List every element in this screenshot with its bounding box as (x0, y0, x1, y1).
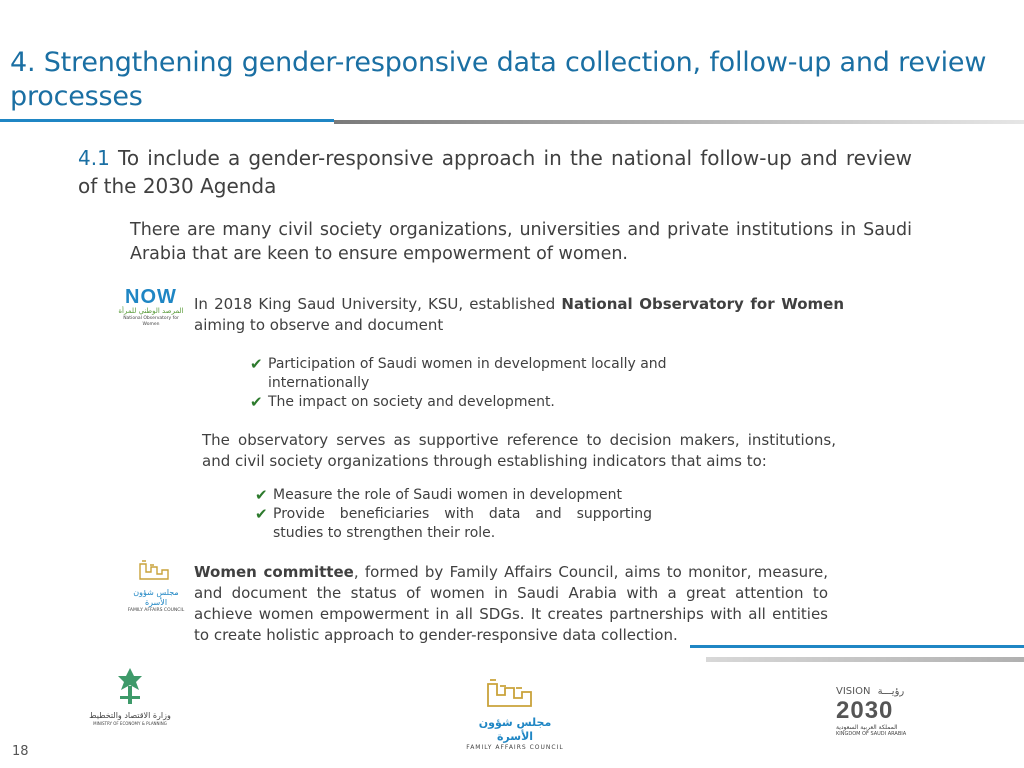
section-subtitle (78, 144, 912, 200)
observatory-name: National Observatory for Women (561, 295, 844, 313)
vision-kingdom-arabic: المملكة العربية السعودية (836, 724, 898, 731)
checkmark-icon: ✔ (250, 355, 263, 373)
family-affairs-council-emblem-icon (460, 676, 570, 712)
list-item-text: Measure the role of Saudi women in development (273, 487, 623, 503)
checkmark-icon: ✔ (250, 393, 263, 411)
ministry-arabic: وزارة الاقتصاد والتخطيط (89, 711, 171, 720)
fac-small-arabic: مجلس شؤون الأسرة (133, 588, 179, 607)
page-number: 18 (12, 744, 29, 759)
vision-2030-logo (836, 686, 926, 746)
vision-arabic: رؤيـــة (877, 686, 905, 697)
now-logo-arabic: المرصد الوطني للمرأة (118, 307, 184, 315)
checkmark-icon: ✔ (255, 486, 268, 504)
footer-accent-line (690, 645, 1024, 648)
family-affairs-council-logo (460, 676, 570, 751)
ministry-emblem-icon (80, 666, 180, 706)
committee-text: , formed by Family Affairs Council, aims to monitor, measure, and document the status of women in Saudi Arabia with a great attention to achieve women empowerment in all SDGs. It creates partnerships with all entities to create holistic approach to gender-responsive data collection. (194, 563, 828, 644)
list-item-text: Provide beneficiaries with data and supporting studies to strengthen their role. (273, 506, 652, 541)
committee-name: Women committee (194, 563, 354, 581)
list-item (255, 486, 652, 505)
family-affairs-council-emblem-icon (126, 558, 186, 584)
family-affairs-council-logo-small (126, 558, 186, 613)
vision-kingdom: KINGDOM OF SAUDI ARABIA (836, 731, 907, 737)
title-underline-grey (334, 120, 1024, 124)
ministry-english: MINISTRY OF ECONOMY & PLANNING (93, 721, 167, 726)
intro-paragraph: There are many civil society organizations, universities and private institutions in Saudi Arabia that are keen to ensure empowerment of women. (130, 220, 912, 264)
page-title: 4. Strengthening gender-responsive data collection, follow-up and review processes (10, 47, 987, 112)
ministry-logo (80, 666, 180, 736)
fac-small-english: FAMILY AFFAIRS COUNCIL (127, 608, 185, 613)
vision-label: VISION (836, 686, 871, 697)
list-item (255, 505, 652, 543)
section-subtitle-text: To include a gender-responsive approach in the national follow-up and review of the 2030 Agenda (78, 146, 912, 198)
committee-paragraph (194, 562, 828, 646)
checkmark-icon: ✔ (255, 505, 268, 523)
observatory-text-end: aiming to observe and document (194, 316, 444, 334)
observatory-paragraph (194, 294, 844, 336)
title-underline-accent (0, 119, 334, 122)
fac-english: FAMILY AFFAIRS COUNCIL (466, 744, 564, 751)
observatory-text-start: In 2018 King Saud University, KSU, established (194, 295, 562, 313)
list-item (250, 355, 670, 393)
now-logo-letters: NOW (125, 286, 177, 308)
vision-year: 2030 (836, 697, 894, 724)
list-item-text: The impact on society and development. (268, 394, 555, 410)
now-logo (118, 287, 184, 327)
footer-grey-line (706, 657, 1024, 662)
observatory-aims-list (255, 486, 652, 543)
list-item-text: Participation of Saudi women in development locally and internationally (268, 356, 667, 391)
observatory-support-paragraph: The observatory serves as supportive reference to decision makers, institutions, and civil society organizations through establishing indicators that aims to: (202, 431, 836, 470)
section-number: 4.1 (78, 146, 110, 170)
now-logo-english: National Observatory for Women (123, 316, 179, 327)
observatory-bullet-list (250, 355, 670, 412)
list-item (250, 393, 670, 412)
fac-arabic: مجلس شؤون الأسرة (478, 716, 552, 743)
